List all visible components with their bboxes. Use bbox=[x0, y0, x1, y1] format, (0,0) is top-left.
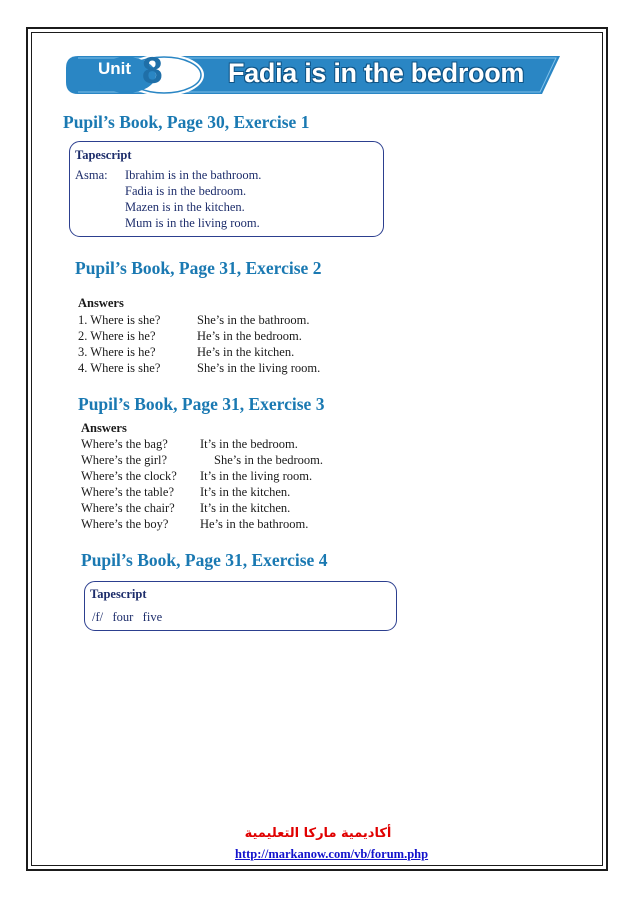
exercise-3-question: Where’s the clock? bbox=[81, 469, 177, 483]
exercise-2-question: 1. Where is she? bbox=[78, 313, 161, 327]
exercise-3-answers-title: Answers bbox=[81, 421, 127, 435]
footer-forum-link[interactable]: http://markanow.com/vb/forum.php bbox=[235, 847, 429, 861]
exercise-2-heading: Pupil’s Book, Page 31, Exercise 2 bbox=[75, 258, 322, 278]
exercise-1-line: Mum is in the living room. bbox=[125, 216, 260, 230]
exercise-3-answer: She’s in the bedroom. bbox=[214, 453, 324, 467]
footer-arabic-text: أكاديمية ماركا التعليمية bbox=[244, 826, 392, 841]
exercise-3-question: Where’s the chair? bbox=[81, 501, 175, 515]
exercise-2-question: 3. Where is he? bbox=[78, 345, 156, 359]
exercise-2-answers-title: Answers bbox=[78, 296, 124, 310]
exercise-2-answer: She’s in the bathroom. bbox=[197, 313, 310, 327]
exercise-2-answer: He’s in the bedroom. bbox=[197, 329, 302, 343]
exercise-1-tapescript-title: Tapescript bbox=[75, 148, 132, 162]
exercise-3-question: Where’s the table? bbox=[81, 485, 175, 499]
exercise-2-question: 2. Where is he? bbox=[78, 329, 156, 343]
unit-number: 8 bbox=[142, 50, 163, 91]
exercise-2-answer: He’s in the kitchen. bbox=[197, 345, 295, 359]
exercise-3-answer: It’s in the bedroom. bbox=[200, 437, 298, 451]
exercise-1-speaker: Asma: bbox=[75, 168, 108, 182]
exercise-3-question: Where’s the bag? bbox=[81, 437, 168, 451]
exercise-4-sound-line: /f/ four five bbox=[92, 610, 163, 624]
exercise-3-answer: It’s in the kitchen. bbox=[200, 485, 291, 499]
exercise-3-answer: He’s in the bathroom. bbox=[200, 517, 309, 531]
exercise-4-tapescript-title: Tapescript bbox=[90, 587, 147, 601]
exercise-3-question: Where’s the girl? bbox=[81, 453, 168, 467]
unit-label: Unit bbox=[98, 59, 132, 78]
exercise-3-heading: Pupil’s Book, Page 31, Exercise 3 bbox=[78, 394, 325, 414]
exercise-1-line: Ibrahim is in the bathroom. bbox=[125, 168, 262, 182]
exercise-3-answer: It’s in the kitchen. bbox=[200, 501, 291, 515]
exercise-1-line: Fadia is in the bedroom. bbox=[125, 184, 247, 198]
exercise-1-heading: Pupil’s Book, Page 30, Exercise 1 bbox=[63, 112, 310, 132]
exercise-1-line: Mazen is in the kitchen. bbox=[125, 200, 245, 214]
exercise-2-question: 4. Where is she? bbox=[78, 361, 161, 375]
exercise-3-answer: It’s in the living room. bbox=[200, 469, 313, 483]
exercise-2-answer: She’s in the living room. bbox=[197, 361, 321, 375]
exercise-4-heading: Pupil’s Book, Page 31, Exercise 4 bbox=[81, 550, 328, 570]
exercise-3-question: Where’s the boy? bbox=[81, 517, 169, 531]
unit-title: Fadia is in the bedroom bbox=[228, 58, 525, 88]
